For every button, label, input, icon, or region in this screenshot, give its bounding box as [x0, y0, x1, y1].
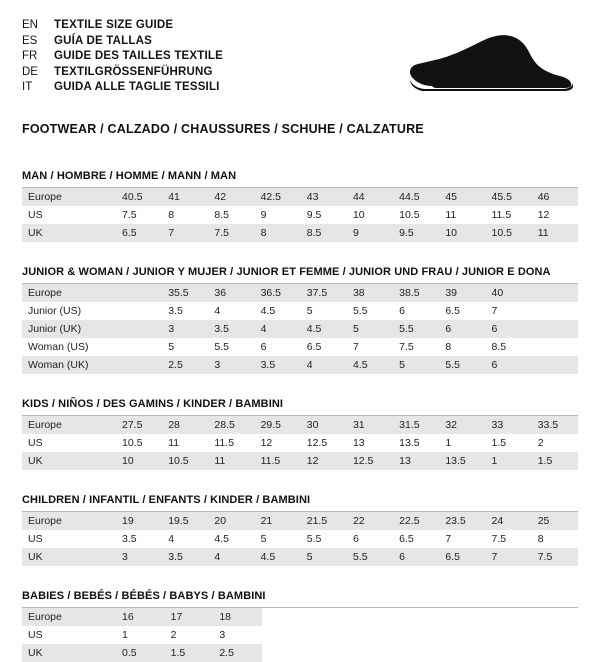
size-cell: 11 — [162, 434, 208, 452]
size-cell: 3.5 — [162, 302, 208, 320]
size-cell: 6 — [255, 338, 301, 356]
size-cell: 11 — [532, 224, 578, 242]
size-cell: 12.5 — [347, 452, 393, 470]
size-cell: 10.5 — [116, 434, 162, 452]
size-cell: 3.5 — [208, 320, 254, 338]
size-cell: 28 — [162, 416, 208, 434]
row-label: US — [22, 434, 116, 452]
size-cell: 7 — [486, 548, 532, 566]
size-cell: 1.5 — [486, 434, 532, 452]
size-cell: 9.5 — [301, 206, 347, 224]
size-cell: 42.5 — [255, 188, 301, 206]
language-code: ES — [22, 34, 38, 47]
size-cell: 5.5 — [347, 548, 393, 566]
size-cell: 9 — [347, 224, 393, 242]
size-cell: 3.5 — [255, 356, 301, 374]
table-row — [22, 452, 578, 470]
table-row — [22, 188, 578, 206]
size-cell: 22.5 — [393, 512, 439, 530]
size-cell: 20 — [208, 512, 254, 530]
size-cell: 16 — [116, 608, 165, 626]
size-cell: 33 — [486, 416, 532, 434]
size-cell: 30 — [301, 416, 347, 434]
size-cell: 5.5 — [439, 356, 485, 374]
row-label: UK — [22, 452, 116, 470]
language-row — [22, 18, 578, 34]
table-row — [22, 416, 578, 434]
size-cell: 12 — [301, 452, 347, 470]
size-cell: 23.5 — [439, 512, 485, 530]
size-cell: 36.5 — [255, 284, 301, 302]
size-cell — [532, 320, 578, 338]
size-cell: 3 — [162, 320, 208, 338]
size-cell — [116, 284, 162, 302]
size-cell: 10 — [439, 224, 485, 242]
size-cell: 6 — [393, 302, 439, 320]
size-cell: 2 — [165, 626, 214, 644]
size-section — [22, 590, 578, 662]
size-cell: 28.5 — [208, 416, 254, 434]
row-label: Junior (US) — [22, 302, 116, 320]
size-cell — [532, 356, 578, 374]
size-cell: 6 — [347, 530, 393, 548]
table-row — [22, 626, 262, 644]
language-code: DE — [22, 65, 38, 78]
row-label: US — [22, 530, 116, 548]
size-table — [22, 188, 578, 242]
language-title: TEXTILE SIZE GUIDE — [54, 19, 174, 31]
size-cell: 8 — [162, 206, 208, 224]
size-cell: 6 — [393, 548, 439, 566]
size-cell: 5 — [347, 320, 393, 338]
size-cell: 24 — [486, 512, 532, 530]
size-cell: 7.5 — [486, 530, 532, 548]
size-cell: 7 — [347, 338, 393, 356]
size-cell: 3.5 — [116, 530, 162, 548]
size-cell: 5 — [301, 302, 347, 320]
size-cell: 39 — [439, 284, 485, 302]
size-cell: 10 — [116, 452, 162, 470]
size-section — [22, 170, 578, 242]
size-cell: 38.5 — [393, 284, 439, 302]
size-section — [22, 266, 578, 374]
size-cell: 1 — [486, 452, 532, 470]
table-row — [22, 224, 578, 242]
size-cell: 42 — [208, 188, 254, 206]
size-cell: 4.5 — [301, 320, 347, 338]
size-cell: 44 — [347, 188, 393, 206]
row-label: Europe — [22, 188, 116, 206]
size-cell: 8 — [255, 224, 301, 242]
size-cell: 10.5 — [486, 224, 532, 242]
size-cell: 3 — [116, 548, 162, 566]
size-cell: 9 — [255, 206, 301, 224]
size-cell: 44.5 — [393, 188, 439, 206]
size-cell: 22 — [347, 512, 393, 530]
size-table — [22, 284, 578, 374]
size-section-title: JUNIOR & WOMAN / JUNIOR Y MUJER / JUNIOR ET FEMME / JUNIOR UND FRAU / JUNIOR E DONA — [22, 266, 578, 284]
table-row — [22, 338, 578, 356]
size-cell — [116, 320, 162, 338]
size-cell: 9.5 — [393, 224, 439, 242]
size-cell: 35.5 — [162, 284, 208, 302]
size-cell: 1.5 — [165, 644, 214, 662]
table-row — [22, 548, 578, 566]
size-cell: 29.5 — [255, 416, 301, 434]
size-cell: 8.5 — [208, 206, 254, 224]
language-title: GUIDA ALLE TAGLIE TESSILI — [54, 81, 220, 93]
size-cell: 19 — [116, 512, 162, 530]
language-title: GUIDE DES TAILLES TEXTILE — [54, 50, 223, 62]
size-cell: 13.5 — [393, 434, 439, 452]
size-cell: 33.5 — [532, 416, 578, 434]
size-cell: 6 — [439, 320, 485, 338]
size-cell: 13 — [347, 434, 393, 452]
size-cell: 6 — [486, 320, 532, 338]
table-row — [22, 644, 262, 662]
size-cell: 11.5 — [486, 206, 532, 224]
size-cell: 7.5 — [532, 548, 578, 566]
row-label: Woman (UK) — [22, 356, 116, 374]
size-cell: 21 — [255, 512, 301, 530]
size-cell: 19.5 — [162, 512, 208, 530]
size-cell: 27.5 — [116, 416, 162, 434]
size-cell: 8.5 — [486, 338, 532, 356]
size-cell — [116, 302, 162, 320]
size-cell: 0.5 — [116, 644, 165, 662]
size-cell — [532, 284, 578, 302]
size-cell: 4.5 — [255, 548, 301, 566]
size-table — [22, 512, 578, 566]
size-cell: 5 — [255, 530, 301, 548]
size-cell: 7.5 — [208, 224, 254, 242]
row-label: US — [22, 626, 116, 644]
row-label: UK — [22, 224, 116, 242]
size-cell: 11 — [439, 206, 485, 224]
table-row — [22, 206, 578, 224]
size-cell: 11 — [208, 452, 254, 470]
table-row — [22, 530, 578, 548]
size-cell: 8 — [532, 530, 578, 548]
size-cell: 6.5 — [116, 224, 162, 242]
size-cell: 36 — [208, 284, 254, 302]
size-cell: 21.5 — [301, 512, 347, 530]
size-section-title: MAN / HOMBRE / HOMME / MANN / MAN — [22, 170, 578, 188]
size-cell: 2.5 — [213, 644, 262, 662]
language-code: EN — [22, 19, 38, 31]
size-cell — [116, 356, 162, 374]
row-label: Junior (UK) — [22, 320, 116, 338]
size-cell: 12 — [532, 206, 578, 224]
language-code: IT — [22, 81, 33, 93]
row-label: Europe — [22, 416, 116, 434]
size-cell: 5.5 — [347, 302, 393, 320]
size-table — [22, 416, 578, 470]
size-section — [22, 398, 578, 470]
size-cell: 6.5 — [301, 338, 347, 356]
size-cell: 10 — [347, 206, 393, 224]
size-cell: 13 — [393, 452, 439, 470]
size-cell: 8 — [439, 338, 485, 356]
size-cell: 7.5 — [116, 206, 162, 224]
table-row — [22, 512, 578, 530]
size-cell: 46 — [532, 188, 578, 206]
size-cell: 37.5 — [301, 284, 347, 302]
size-section-title: KIDS / NIÑOS / DES GAMINS / KINDER / BAMBINI — [22, 398, 578, 416]
category-heading: FOOTWEAR / CALZADO / CHAUSSURES / SCHUHE / CALZATURE — [22, 122, 424, 136]
size-cell: 25 — [532, 512, 578, 530]
language-code: FR — [22, 50, 38, 62]
size-cell: 13.5 — [439, 452, 485, 470]
table-row — [22, 284, 578, 302]
size-cell: 4.5 — [208, 530, 254, 548]
size-cell: 2.5 — [162, 356, 208, 374]
size-cell: 32 — [439, 416, 485, 434]
size-cell: 43 — [301, 188, 347, 206]
size-cell: 5.5 — [301, 530, 347, 548]
size-cell: 31.5 — [393, 416, 439, 434]
language-title: TEXTILGRÖSSENFÜHRUNG — [54, 65, 213, 78]
size-cell: 45 — [439, 188, 485, 206]
size-cell: 4.5 — [255, 302, 301, 320]
size-cell: 5.5 — [393, 320, 439, 338]
size-cell: 11.5 — [208, 434, 254, 452]
size-cell: 5 — [162, 338, 208, 356]
size-section — [22, 494, 578, 566]
row-label: Europe — [22, 512, 116, 530]
size-cell: 11.5 — [255, 452, 301, 470]
size-cell — [116, 338, 162, 356]
size-cell: 17 — [165, 608, 214, 626]
table-row — [22, 302, 578, 320]
size-cell: 45.5 — [486, 188, 532, 206]
size-table — [22, 608, 262, 662]
table-row — [22, 356, 578, 374]
size-cell — [532, 338, 578, 356]
size-cell: 6.5 — [393, 530, 439, 548]
table-row — [22, 320, 578, 338]
size-cell: 2 — [532, 434, 578, 452]
size-cell: 38 — [347, 284, 393, 302]
size-cell: 3 — [208, 356, 254, 374]
size-cell: 4 — [208, 548, 254, 566]
table-row — [22, 608, 262, 626]
size-cell: 3.5 — [162, 548, 208, 566]
language-title: GUÍA DE TALLAS — [54, 34, 152, 47]
size-cell: 4.5 — [347, 356, 393, 374]
size-cell: 5 — [301, 548, 347, 566]
row-label: Europe — [22, 284, 116, 302]
size-cell: 10.5 — [162, 452, 208, 470]
size-cell: 12 — [255, 434, 301, 452]
size-cell: 4 — [208, 302, 254, 320]
size-cell: 1 — [116, 626, 165, 644]
size-cell: 3 — [213, 626, 262, 644]
size-cell: 1.5 — [532, 452, 578, 470]
dress-shoe-icon — [396, 34, 576, 104]
size-cell: 10.5 — [393, 206, 439, 224]
size-cell: 7.5 — [393, 338, 439, 356]
size-cell: 6 — [486, 356, 532, 374]
row-label: US — [22, 206, 116, 224]
size-section-title: CHILDREN / INFANTIL / ENFANTS / KINDER / BAMBINI — [22, 494, 578, 512]
size-tables-container — [22, 170, 578, 662]
size-cell: 5 — [393, 356, 439, 374]
row-label: Europe — [22, 608, 116, 626]
size-cell — [532, 302, 578, 320]
size-cell: 4 — [162, 530, 208, 548]
size-cell: 41 — [162, 188, 208, 206]
size-cell: 7 — [486, 302, 532, 320]
size-cell: 6.5 — [439, 548, 485, 566]
row-label: UK — [22, 644, 116, 662]
size-cell: 18 — [213, 608, 262, 626]
size-cell: 7 — [162, 224, 208, 242]
size-cell: 12.5 — [301, 434, 347, 452]
row-label: Woman (US) — [22, 338, 116, 356]
size-cell: 8.5 — [301, 224, 347, 242]
size-cell: 40.5 — [116, 188, 162, 206]
document-header — [22, 18, 578, 108]
size-cell: 1 — [439, 434, 485, 452]
table-row — [22, 434, 578, 452]
size-cell: 4 — [301, 356, 347, 374]
size-cell: 5.5 — [208, 338, 254, 356]
size-section-title: BABIES / BEBÉS / BÉBÉS / BABYS / BAMBINI — [22, 590, 578, 608]
row-label: UK — [22, 548, 116, 566]
size-cell: 40 — [486, 284, 532, 302]
size-cell: 4 — [255, 320, 301, 338]
size-cell: 31 — [347, 416, 393, 434]
size-cell: 6.5 — [439, 302, 485, 320]
size-cell: 7 — [439, 530, 485, 548]
